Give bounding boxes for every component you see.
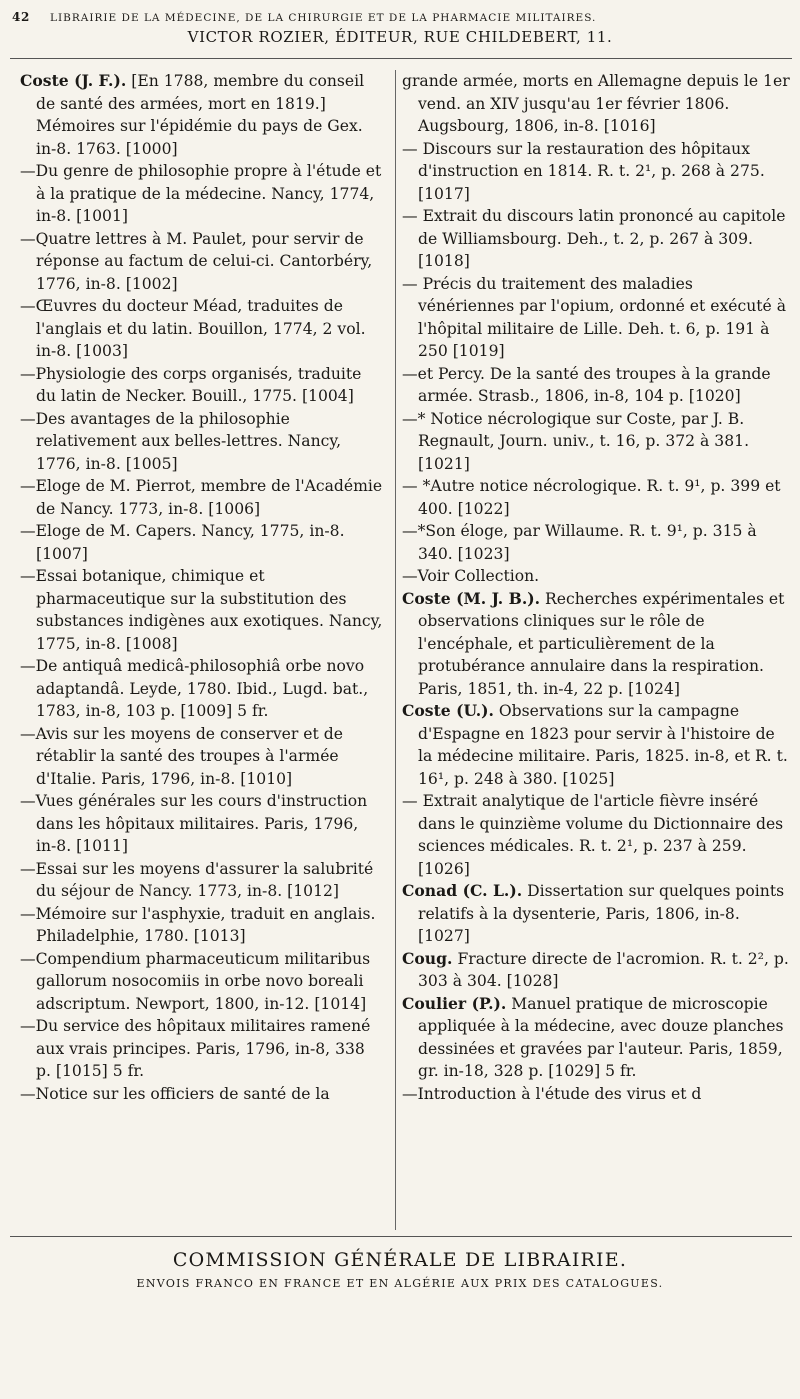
- entry-dash: —: [402, 1084, 418, 1103]
- catalog-entry: [20, 70, 383, 160]
- catalog-entry: [20, 1083, 383, 1106]
- page-number: 42: [12, 10, 31, 24]
- entry-dash: —: [20, 1084, 36, 1103]
- entry-dash: —: [20, 859, 36, 878]
- entry-dash: —: [402, 409, 418, 428]
- catalog-entry: [20, 858, 383, 903]
- entry-author: Conad (C. L.).: [402, 881, 523, 900]
- catalog-entry: [402, 565, 794, 588]
- page-header: [12, 10, 792, 28]
- catalog-entry: [402, 948, 794, 993]
- entry-dash: —: [20, 904, 36, 923]
- catalog-entry: [402, 1083, 794, 1106]
- catalog-entry: [20, 228, 383, 296]
- entry-text: Eloge de M. Capers. Nancy, 1775, in-8. [1007]: [35, 522, 345, 563]
- entry-text: Mémoire sur l'asphyxie, traduit en anglais. Philadelphie, 1780. [1013]: [35, 904, 376, 945]
- entry-dash: —: [402, 567, 418, 585]
- catalog-entry: [20, 790, 383, 858]
- catalog-entry: [402, 790, 794, 880]
- entry-text: Essai botanique, chimique et pharmaceutique sur la substitution des substances indigènes aux exotiques. Nancy, 1775, in-8. [1008]: [35, 567, 383, 653]
- catalog-entry: [402, 520, 794, 565]
- footer-rule: [10, 1236, 792, 1237]
- catalog-entry: [20, 948, 383, 1016]
- footer-subtitle: ENVOIS FRANCO EN FRANCE ET EN ALGÉRIE AUX PRIX DES CATALOGUES.: [136, 1277, 664, 1290]
- entry-text: grande armée, morts en Allemagne depuis le 1er vend. an XIV jusqu'au 1er février 1806. Augsbourg, 1806, in-8. [1016]: [402, 72, 790, 135]
- entry-text: Recherches expérimentales et observations cliniques sur le rôle de l'encéphale, et particulièrement de la protubérance annulaire dans la respiration. Paris, 1851, th. in-4, 22 p. [1024]: [418, 589, 785, 698]
- entry-text: Du genre de philosophie propre à l'étude et à la pratique de la médecine. Nancy, 1774, in-8. [1001]: [35, 162, 382, 225]
- entry-dash: —: [402, 792, 423, 810]
- entry-text: Observations sur la campagne d'Espagne en 1823 pour servir à l'histoire de la médecine militaire. Paris, 1825. in-8, et R. t. 16¹, p. 248 à 380. [1025]: [418, 702, 788, 788]
- entry-author: Coug.: [402, 948, 453, 968]
- catalog-entry: [20, 1015, 383, 1083]
- column-divider: [395, 70, 396, 1230]
- entry-dash: —: [20, 949, 36, 968]
- entry-text: * Notice nécrologique sur Coste, par J. B. Regnault, Journ. univ., t. 16, p. 372 à 381. [1021]: [417, 409, 750, 473]
- entry-dash: —: [402, 139, 423, 158]
- catalog-entry: [20, 295, 383, 363]
- entry-text: Extrait analytique de l'article fièvre inséré dans le quinzième volume du Dictionnaire des sciences médicales. R. t. 2¹, p. 237 à 259. [1026]: [418, 792, 784, 878]
- catalog-entry: [402, 993, 794, 1083]
- catalog-entry: [20, 475, 383, 520]
- publisher-line: VICTOR ROZIER, ÉDITEUR, RUE CHILDEBERT, 11.: [187, 28, 613, 46]
- running-head: LIBRAIRIE DE LA MÉDECINE, DE LA CHIRURGIE ET DE LA PHARMACIE MILITAIRES.: [50, 12, 597, 24]
- catalog-entry: [20, 655, 383, 723]
- entry-dash: —: [402, 522, 418, 540]
- entry-dash: —: [20, 657, 36, 675]
- left-column: [20, 70, 383, 1230]
- entry-text: Essai sur les moyens d'assurer la salubrité du séjour de Nancy. 1773, in-8. [1012]: [35, 859, 374, 900]
- right-column: [402, 70, 794, 1230]
- entry-dash: —: [20, 229, 36, 248]
- entry-dash: —: [20, 567, 36, 585]
- footer-title: COMMISSION GÉNÉRALE DE LIBRAIRIE.: [172, 1249, 628, 1271]
- entry-text: Avis sur les moyens de conserver et de rétablir la santé des troupes à l'armée d'Italie. Paris, 1796, in-8. [1010]: [35, 724, 343, 788]
- entry-dash: —: [20, 477, 36, 495]
- entry-text: [En 1788, membre du conseil de santé des armées, mort en 1819.] Mémoires sur l'épidémie du pays de Gex. in-8. 1763. [1000]: [36, 72, 365, 158]
- entry-author: Coste (U.).: [402, 701, 494, 720]
- entry-dash: —: [402, 364, 418, 383]
- entry-text: *Son éloge, par Willaume. R. t. 9¹, p. 315 à 340. [1023]: [417, 522, 757, 563]
- entry-dash: —: [402, 477, 423, 495]
- entry-text: Eloge de M. Pierrot, membre de l'Académie de Nancy. 1773, in-8. [1006]: [35, 477, 383, 518]
- entry-author: Coulier (P.).: [402, 993, 507, 1013]
- entry-dash: —: [402, 274, 423, 293]
- entry-text: Fracture directe de l'acromion. R. t. 2², p. 303 à 304. [1028]: [418, 949, 789, 990]
- catalog-entry: [402, 205, 794, 273]
- catalog-entry: [402, 588, 794, 701]
- catalog-entry: [402, 475, 794, 520]
- entry-dash: —: [20, 364, 36, 383]
- entry-dash: —: [402, 207, 423, 225]
- entry-author: Coste (M. J. B.).: [402, 588, 541, 608]
- entry-text: Du service des hôpitaux militaires ramené aux vrais principes. Paris, 1796, in-8, 338 p. [1015] 5 fr.: [35, 1017, 371, 1080]
- entry-dash: —: [20, 162, 36, 180]
- entry-dash: —: [20, 1017, 36, 1035]
- entry-text: et Percy. De la santé des troupes à la grande armée. Strasb., 1806, in-8, 104 p. [1020]: [417, 364, 771, 405]
- entry-dash: —: [20, 724, 36, 743]
- catalog-entry: [402, 880, 794, 948]
- entry-text: Physiologie des corps organisés, traduite du latin de Necker. Bouill., 1775. [1004]: [35, 364, 362, 405]
- catalog-entry: [402, 408, 794, 476]
- entry-dash: —: [20, 409, 36, 428]
- header-rule: [10, 58, 792, 59]
- catalog-entry: [402, 273, 794, 363]
- entry-text: Extrait du discours latin prononcé au capitole de Williamsbourg. Deh., t. 2, p. 267 à 309. [1018]: [418, 207, 786, 270]
- entry-text: Des avantages de la philosophie relativement aux belles-lettres. Nancy, 1776, in-8. [1005]: [35, 409, 342, 473]
- catalog-entry: [20, 565, 383, 655]
- catalog-entry: [20, 408, 383, 476]
- entry-dash: —: [20, 297, 36, 315]
- catalog-entry: [402, 363, 794, 408]
- catalog-entry: [402, 700, 794, 790]
- catalog-entry: [20, 520, 383, 565]
- entry-dash: —: [20, 522, 36, 540]
- entry-text: De antiquâ medicâ-philosophiâ orbe novo adaptandâ. Leyde, 1780. Ibid., Lugd. bat., 1783, in-8, 103 p. [1009] 5 fr.: [35, 657, 369, 720]
- entry-text: Vues générales sur les cours d'instruction dans les hôpitaux militaires. Paris, 1796, in-8. [1011]: [35, 792, 368, 855]
- entry-text: Compendium pharmaceuticum militaribus gallorum nosocomiis in orbe novo boreali adscriptum. Newport, 1800, in-12. [1014]: [35, 949, 371, 1013]
- catalog-entry: [20, 363, 383, 408]
- entry-text: Notice sur les officiers de santé de la: [35, 1084, 330, 1103]
- entry-text: Introduction à l'étude des virus et d: [417, 1084, 702, 1103]
- catalog-entry: [402, 138, 794, 206]
- entry-text: Dissertation sur quelques points relatifs à la dysenterie, Paris, 1806, in-8. [1027]: [418, 882, 785, 945]
- catalog-entry: [20, 903, 383, 948]
- catalog-entry: [402, 70, 794, 138]
- entry-text: *Autre notice nécrologique. R. t. 9¹, p. 399 et 400. [1022]: [418, 477, 781, 518]
- entry-dash: —: [20, 792, 36, 810]
- entry-text: Précis du traitement des maladies vénériennes par l'opium, ordonné et exécuté à l'hôpital militaire de Lille. Deh. t. 6, p. 191 à 250 [1019]: [418, 274, 787, 360]
- entry-text: Œuvres du docteur Méad, traduites de l'anglais et du latin. Bouillon, 1774, 2 vol. in-8. [1003]: [35, 297, 366, 360]
- entry-text: Quatre lettres à M. Paulet, pour servir de réponse au factum de celui-ci. Cantorbéry, 1776, in-8. [1002]: [35, 229, 373, 293]
- catalog-entry: [20, 160, 383, 228]
- entry-text: Discours sur la restauration des hôpitaux d'instruction en 1814. R. t. 2¹, p. 268 à 275. [1017]: [418, 139, 765, 203]
- entry-text: Manuel pratique de microscopie appliquée à la médecine, avec douze planches dessinées et gravées par l'auteur. Paris, 1859, gr. in-18, 328 p. [1029] 5 fr.: [418, 994, 784, 1080]
- entry-author: Coste (J. F.).: [20, 71, 127, 90]
- entry-text: Voir Collection.: [417, 567, 540, 585]
- catalog-entry: [20, 723, 383, 791]
